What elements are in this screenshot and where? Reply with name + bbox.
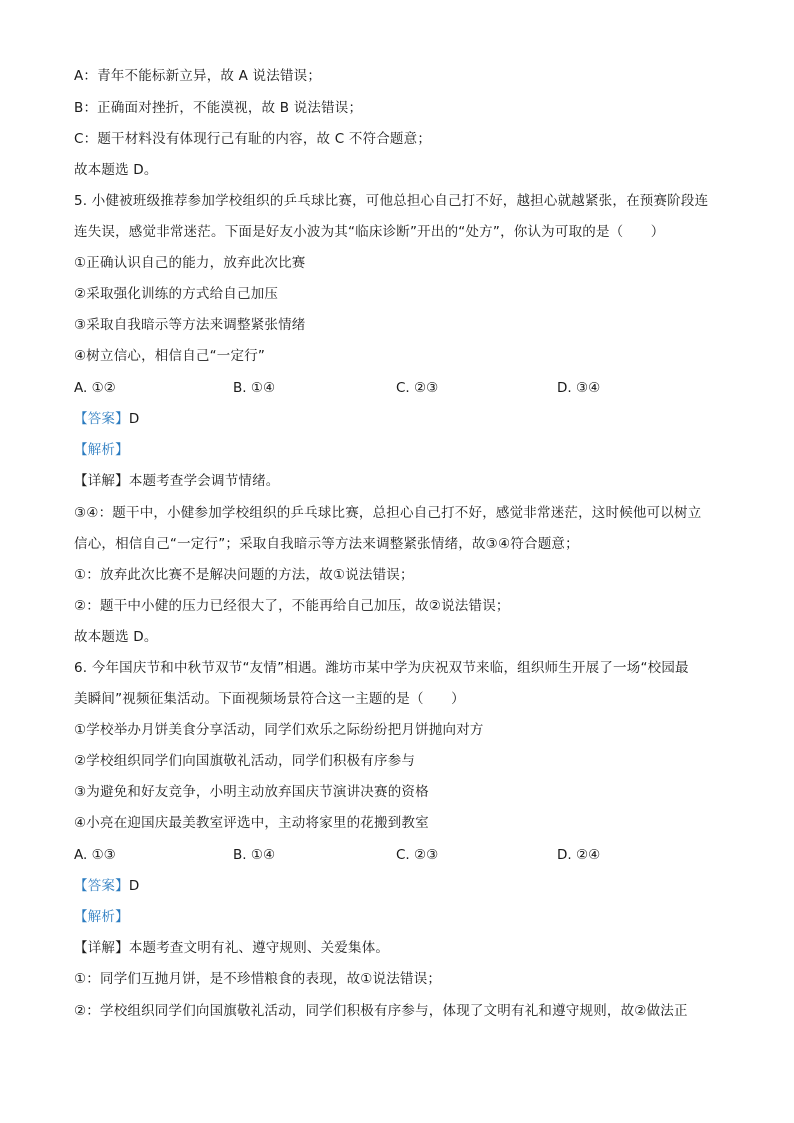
q5-explain-line: 故本题选 D。 <box>74 629 158 645</box>
q6-explain-line: ②：学校组织同学们向国旗敬礼活动，同学们积极有序参与，体现了文明有礼和遵守规则，故②做法正 <box>74 1003 688 1019</box>
q6-option-b: B. ①④ <box>233 847 276 863</box>
text-line: A：青年不能标新立异，故 A 说法错误； <box>74 68 322 84</box>
detail-tag: 【详解】 <box>74 473 129 489</box>
detail-text: 本题考查文明有礼、遵守规则、关爱集体。 <box>128 940 390 956</box>
answer-value: D <box>128 878 140 894</box>
question-6-stem: 6. 今年国庆节和中秋节双节“友情”相遇。潍坊市某中学为庆祝双节来临，组织师生开展了一场“校园最 <box>74 660 689 676</box>
question-6-stem: 美瞬间”视频征集活动。下面视频场景符合这一主题的是（ ） <box>74 691 465 707</box>
q6-detail <box>74 938 389 958</box>
question-5-item: ④树立信心，相信自己“一定行” <box>74 348 266 364</box>
text-line: 故本题选 D。 <box>74 162 158 178</box>
q6-option-c: C. ②③ <box>396 847 439 863</box>
q6-option-d: D. ②④ <box>557 847 601 863</box>
question-5-item: ③采取自我暗示等方法来调整紧张情绪 <box>74 317 306 333</box>
answer-value: D <box>128 411 140 427</box>
question-5-stem: 连失误，感觉非常迷茫。下面是好友小波为其“临床诊断”开出的“处方”，你认为可取的是（ ） <box>74 224 665 240</box>
q5-option-d: D. ③④ <box>557 380 601 396</box>
question-5-stem: 5. 小健被班级推荐参加学校组织的乒乓球比赛，可他总担心自己打不好，越担心就越紧张，在预赛阶段连 <box>74 193 709 209</box>
q5-answer <box>74 409 139 429</box>
q5-detail <box>74 471 280 491</box>
q6-option-a: A. ①③ <box>74 847 116 863</box>
text-line: B：正确面对挫折，不能漠视，故 B 说法错误； <box>74 100 363 116</box>
q5-explain-line: 信心，相信自己“一定行”；采取自我暗示等方法来调整紧张情绪，故③④符合题意； <box>74 536 579 552</box>
q5-explain-line: ①：放弃此次比赛不是解决问题的方法，故①说法错误； <box>74 567 414 583</box>
detail-tag: 【详解】 <box>74 940 129 956</box>
q6-analysis-heading <box>74 907 129 927</box>
analysis-tag: 【解析】 <box>74 909 129 925</box>
detail-text: 本题考查学会调节情绪。 <box>128 473 280 489</box>
question-6-item: ③为避免和好友竞争，小明主动放弃国庆节演讲决赛的资格 <box>74 784 429 800</box>
q6-answer <box>74 876 139 896</box>
answer-tag: 【答案】 <box>74 411 129 427</box>
analysis-tag: 【解析】 <box>74 442 129 458</box>
question-6-item: ②学校组织同学们向国旗敬礼活动，同学们积极有序参与 <box>74 753 416 769</box>
q5-explain-line: ②：题干中小健的压力已经很大了，不能再给自己加压，故②说法错误； <box>74 598 510 614</box>
question-6-item: ①学校举办月饼美食分享活动，同学们欢乐之际纷纷把月饼抛向对方 <box>74 722 484 738</box>
answer-tag: 【答案】 <box>74 878 129 894</box>
question-5-item: ②采取强化训练的方式给自己加压 <box>74 286 279 302</box>
q5-option-b: B. ①④ <box>233 380 276 396</box>
q5-analysis-heading <box>74 440 129 460</box>
text-line: C：题干材料没有体现行己有耻的内容，故 C 不符合题意； <box>74 131 432 147</box>
question-5-item: ①正确认识自己的能力，放弃此次比赛 <box>74 255 306 271</box>
question-6-item: ④小亮在迎国庆最美教室评选中，主动将家里的花搬到教室 <box>74 815 429 831</box>
q5-explain-line: ③④：题干中，小健参加学校组织的乒乓球比赛，总担心自己打不好，感觉非常迷茫，这时候他可以树立 <box>74 505 702 521</box>
q5-option-a: A. ①② <box>74 380 116 396</box>
q5-option-c: C. ②③ <box>396 380 439 396</box>
q6-explain-line: ①：同学们互抛月饼，是不珍惜粮食的表现，故①说法错误； <box>74 971 442 987</box>
